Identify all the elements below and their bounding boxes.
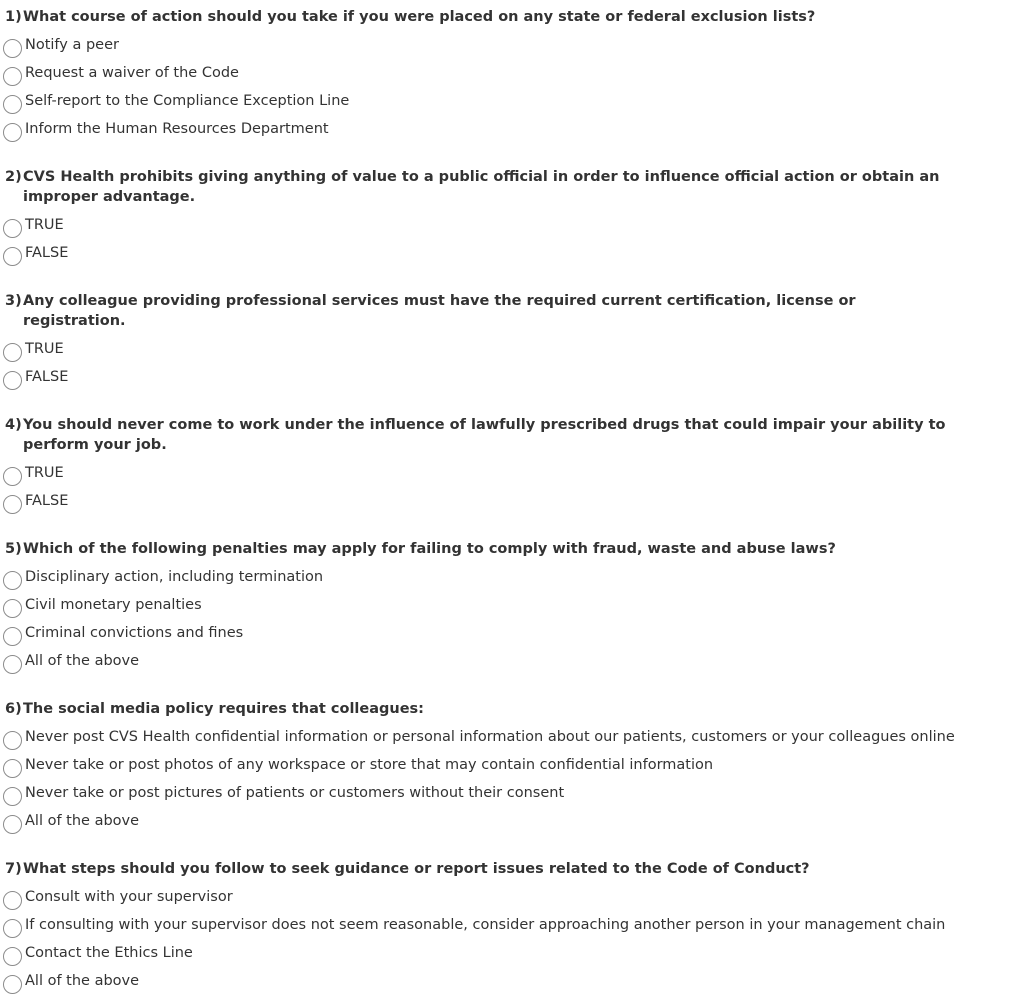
question-number: 7)	[5, 861, 22, 877]
radio-button-icon[interactable]	[3, 599, 22, 618]
radio-button-icon[interactable]	[3, 95, 22, 114]
question-prompt: CVS Health prohibits giving anything of value to a public official in order to influence official action or obtain an improper advantage.	[23, 169, 940, 205]
answer-option[interactable]	[0, 807, 1024, 835]
question-number: 6)	[5, 701, 22, 717]
answer-option[interactable]	[0, 967, 1024, 995]
answer-option-label: Notify a peer	[25, 37, 119, 53]
radio-button-icon[interactable]	[3, 371, 22, 390]
radio-button-icon[interactable]	[3, 655, 22, 674]
radio-button-icon[interactable]	[3, 891, 22, 910]
answer-option[interactable]	[0, 211, 1024, 239]
question-prompt: What steps should you follow to seek guidance or report issues related to the Code of Conduct?	[23, 861, 810, 877]
question-7	[0, 859, 1024, 995]
answer-option-label: Never post CVS Health confidential information or personal information about our patients, customers or your colleagues online	[25, 729, 955, 745]
answer-option[interactable]	[0, 779, 1024, 807]
question-text	[0, 167, 963, 207]
question-prompt: What course of action should you take if you were placed on any state or federal exclusion lists?	[23, 9, 816, 25]
answer-option-label: Never take or post photos of any workspace or store that may contain confidential information	[25, 757, 714, 773]
radio-button-icon[interactable]	[3, 467, 22, 486]
answer-option-label: FALSE	[25, 369, 69, 385]
answer-option[interactable]	[0, 723, 1024, 751]
question-2	[0, 167, 1024, 267]
answer-option-label: Inform the Human Resources Department	[25, 121, 329, 137]
question-text	[0, 7, 963, 27]
answer-option-label: Consult with your supervisor	[25, 889, 233, 905]
answer-option-label: FALSE	[25, 493, 69, 509]
answer-option-label: Civil monetary penalties	[25, 597, 202, 613]
answer-option-label: FALSE	[25, 245, 69, 261]
answer-option[interactable]	[0, 591, 1024, 619]
question-4	[0, 415, 1024, 515]
answer-option[interactable]	[0, 115, 1024, 143]
question-prompt: Any colleague providing professional services must have the required current certification, license or registration.	[23, 293, 856, 329]
radio-button-icon[interactable]	[3, 759, 22, 778]
question-prompt: Which of the following penalties may apply for failing to comply with fraud, waste and abuse laws?	[23, 541, 836, 557]
question-5	[0, 539, 1024, 675]
radio-button-icon[interactable]	[3, 731, 22, 750]
answer-option-label: All of the above	[25, 653, 140, 669]
answer-option-label: Contact the Ethics Line	[25, 945, 193, 961]
answer-option[interactable]	[0, 563, 1024, 591]
radio-button-icon[interactable]	[3, 247, 22, 266]
answer-option[interactable]	[0, 335, 1024, 363]
answer-option[interactable]	[0, 363, 1024, 391]
radio-button-icon[interactable]	[3, 39, 22, 58]
answer-option-label: Disciplinary action, including termination	[25, 569, 324, 585]
radio-button-icon[interactable]	[3, 975, 22, 994]
answer-option-label: If consulting with your supervisor does not seem reasonable, consider approaching another person in your management chain	[25, 917, 946, 933]
question-text	[0, 291, 963, 331]
radio-button-icon[interactable]	[3, 919, 22, 938]
answer-option[interactable]	[0, 59, 1024, 87]
answer-option[interactable]	[0, 487, 1024, 515]
answer-option-label: TRUE	[25, 217, 64, 233]
answer-option-label: TRUE	[25, 465, 64, 481]
answer-option-label: Never take or post pictures of patients or customers without their consent	[25, 785, 565, 801]
question-number: 2)	[5, 169, 22, 185]
answer-option[interactable]	[0, 911, 1024, 939]
radio-button-icon[interactable]	[3, 343, 22, 362]
answer-option-label: TRUE	[25, 341, 64, 357]
answer-option[interactable]	[0, 647, 1024, 675]
answer-option-label: All of the above	[25, 973, 140, 989]
radio-button-icon[interactable]	[3, 627, 22, 646]
question-prompt: The social media policy requires that colleagues:	[23, 701, 424, 717]
answer-option[interactable]	[0, 31, 1024, 59]
answer-option-label: All of the above	[25, 813, 140, 829]
answer-option[interactable]	[0, 751, 1024, 779]
radio-button-icon[interactable]	[3, 219, 22, 238]
radio-button-icon[interactable]	[3, 495, 22, 514]
question-number: 1)	[5, 9, 22, 25]
answer-option[interactable]	[0, 87, 1024, 115]
question-3	[0, 291, 1024, 391]
answer-option[interactable]	[0, 459, 1024, 487]
question-number: 5)	[5, 541, 22, 557]
answer-option-label: Criminal convictions and fines	[25, 625, 244, 641]
question-prompt: You should never come to work under the influence of lawfully prescribed drugs that could impair your ability to perform your job.	[23, 417, 946, 453]
answer-option[interactable]	[0, 939, 1024, 967]
radio-button-icon[interactable]	[3, 571, 22, 590]
question-text	[0, 539, 963, 559]
answer-option-label: Self-report to the Compliance Exception Line	[25, 93, 350, 109]
question-text	[0, 859, 963, 879]
question-text	[0, 415, 963, 455]
radio-button-icon[interactable]	[3, 123, 22, 142]
radio-button-icon[interactable]	[3, 947, 22, 966]
question-number: 4)	[5, 417, 22, 433]
answer-option-label: Request a waiver of the Code	[25, 65, 239, 81]
question-number: 3)	[5, 293, 22, 309]
question-1	[0, 7, 1024, 143]
question-6	[0, 699, 1024, 835]
question-text	[0, 699, 963, 719]
radio-button-icon[interactable]	[3, 67, 22, 86]
radio-button-icon[interactable]	[3, 815, 22, 834]
answer-option[interactable]	[0, 619, 1024, 647]
radio-button-icon[interactable]	[3, 787, 22, 806]
answer-option[interactable]	[0, 239, 1024, 267]
answer-option[interactable]	[0, 883, 1024, 911]
